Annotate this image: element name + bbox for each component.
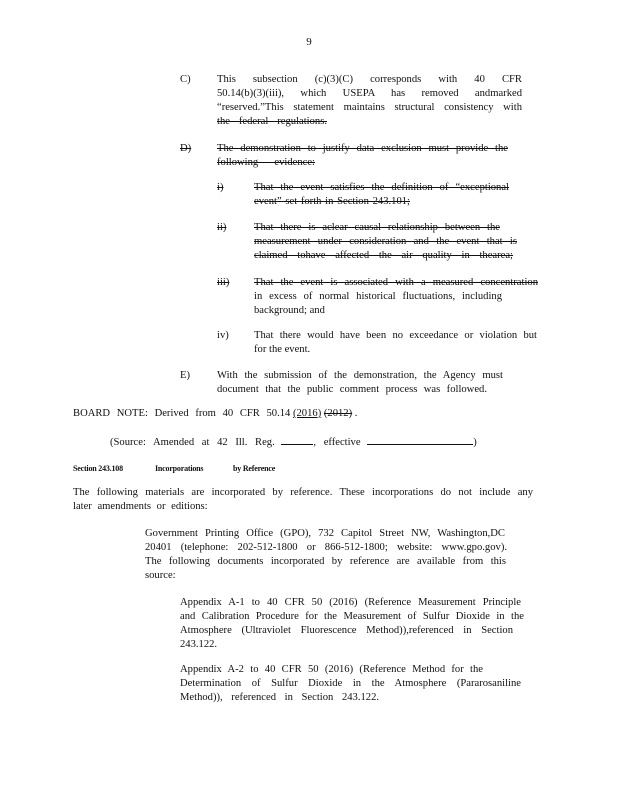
appendix-a2-line-2: Determination of Sulfur Dioxide in the Atmosphere (Pararosaniline xyxy=(180,678,521,689)
item-d-line-1: The demonstration to justify data exclusion must provide the xyxy=(217,143,508,154)
gpo-line-4: source: xyxy=(145,570,176,581)
source-text: (Source: Amended at 42 Ill. Reg. xyxy=(110,437,275,448)
item-d-line-2: following evidence: xyxy=(217,157,315,168)
section-title-1: Incorporations xyxy=(155,464,204,473)
subitem-iv-line-1: That there would have been no exceedance or violation but xyxy=(254,330,537,341)
effective-date-blank xyxy=(367,434,473,445)
source-close: ) xyxy=(473,437,477,448)
appendix-a1-line-3: Atmosphere (Ultraviolet Fluorescence Method)),referenced in Section xyxy=(180,625,513,636)
subitem-ii-line-2: measurement under consideration and the event that is xyxy=(254,236,517,247)
volume-blank xyxy=(281,434,313,445)
appendix-a1-line-1: Appendix A-1 to 40 CFR 50 (2016) (Reference Measurement Principle xyxy=(180,597,521,608)
item-e-label: E) xyxy=(180,370,190,381)
item-c-line-1: This subsection (c)(3)(C) corresponds with 40 CFR xyxy=(217,74,522,85)
board-note xyxy=(73,407,357,420)
source-line xyxy=(110,434,477,449)
subitem-iii-line-2: in excess of normal historical fluctuations, including xyxy=(254,291,502,302)
subitem-ii-line-3: claimed tohave affected the air quality in thearea; xyxy=(254,250,513,261)
subitem-ii-line-1: That there is aclear causal relationship between the xyxy=(254,222,500,233)
intro-line-1: The following materials are incorporated by reference. These incorporations do not include any xyxy=(73,487,533,498)
subitem-i-label: i) xyxy=(217,182,224,193)
board-note-suffix: . xyxy=(354,408,358,419)
subitem-iv-label: iv) xyxy=(217,330,229,341)
subitem-iii-line-1: That the event is associated with a measured concentration xyxy=(254,277,538,288)
item-e-line-1: With the submission of the demonstration, the Agency must xyxy=(217,370,503,381)
intro-line-2: later amendments or editions: xyxy=(73,501,208,512)
section-number: Section 243.108 xyxy=(73,464,123,473)
subitem-iv-line-2: for the event. xyxy=(254,344,311,355)
subitem-iii-line-3: background; and xyxy=(254,305,325,316)
subitem-iii-label: iii) xyxy=(217,277,230,288)
source-effective: , effective xyxy=(313,437,361,448)
item-d-label: D) xyxy=(180,143,192,154)
appendix-a1-line-4: 243.122. xyxy=(180,639,218,650)
item-c-line-3: “reserved.”This statement maintains structural consistency with xyxy=(217,102,522,113)
gpo-line-1: Government Printing Office (GPO), 732 Capitol Street NW, Washington,DC xyxy=(145,528,505,539)
board-note-prefix: BOARD NOTE: Derived from 40 CFR 50.14 xyxy=(73,408,291,419)
item-c-line-4: the federal regulations. xyxy=(217,116,327,127)
item-c-line-2: 50.14(b)(3)(iii), which USEPA has removed andmarked xyxy=(217,88,522,99)
section-title-2: by Reference xyxy=(233,464,276,473)
appendix-a1-line-2: and Calibration Procedure for the Measurement of Sulfur Dioxide in the xyxy=(180,611,524,622)
item-c-label: C) xyxy=(180,74,191,85)
gpo-line-2: 20401 (telephone: 202-512-1800 or 866-512-1800; website: www.gpo.gov). xyxy=(145,542,507,553)
appendix-a2-line-3: Method)), referenced in Section 243.122. xyxy=(180,692,380,703)
page-number: 9 xyxy=(306,36,312,48)
board-note-inserted: (2016) xyxy=(292,408,322,419)
subitem-i-line-2: event” set forth in Section 243.101; xyxy=(254,196,410,207)
subitem-i-line-1: That the event satisfies the definition of “exceptional xyxy=(254,182,509,193)
item-e-line-2: document that the public comment process was followed. xyxy=(217,384,487,395)
board-note-deleted: (2012) xyxy=(323,408,353,419)
subitem-ii-label: ii) xyxy=(217,222,227,233)
appendix-a2-line-1: Appendix A-2 to 40 CFR 50 (2016) (Reference Method for the xyxy=(180,664,483,675)
gpo-line-3: The following documents incorporated by reference are available from this xyxy=(145,556,506,567)
